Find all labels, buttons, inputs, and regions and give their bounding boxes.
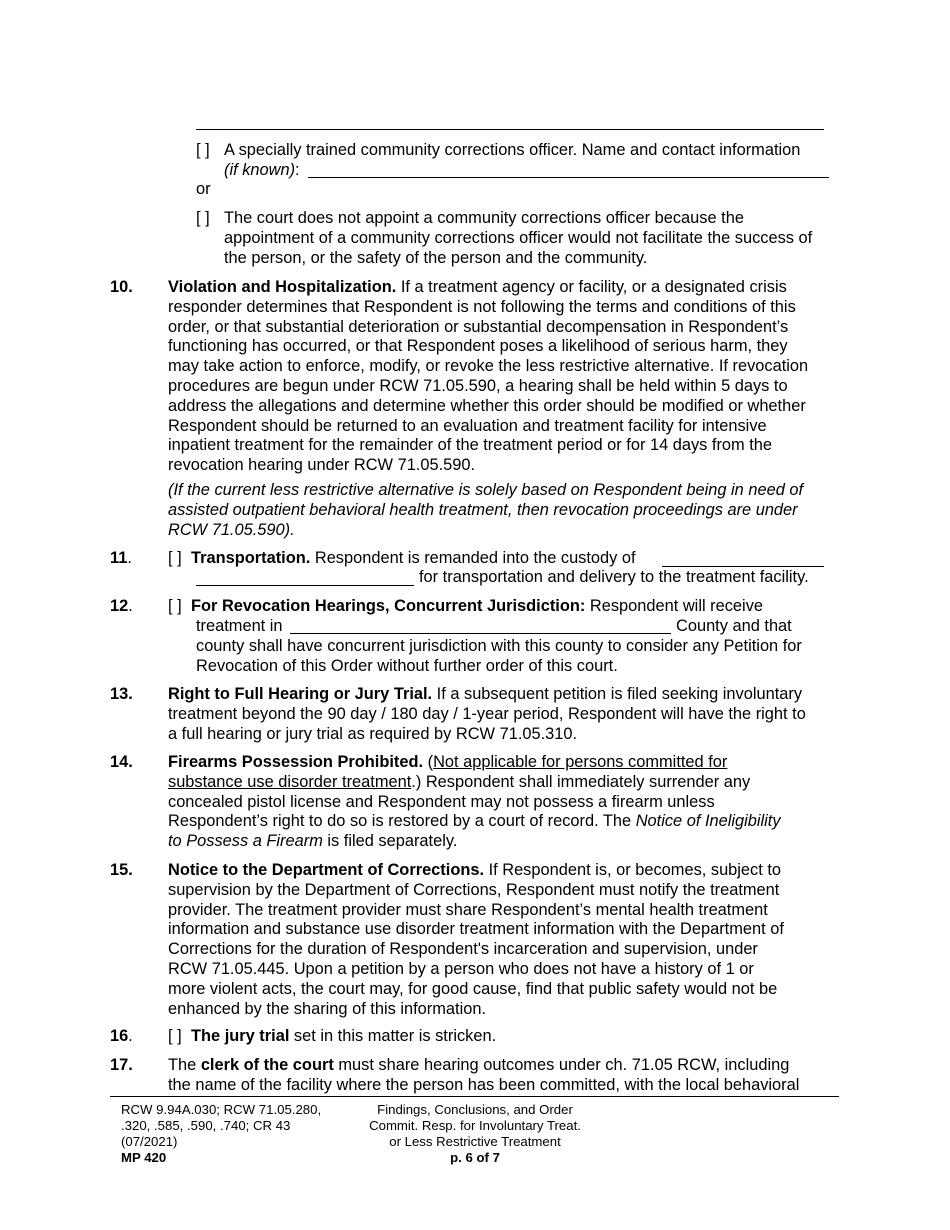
section-12-heading: For Revocation Hearings, Concurrent Jurisdiction: — [191, 597, 586, 615]
or-text: or — [196, 180, 211, 198]
section-12-rest: county shall have concurrent jurisdiction with this county to consider any Petition for Revocation of this Order without further order of this court. — [196, 637, 802, 675]
section-16-checkbox[interactable]: [ ] — [168, 1027, 182, 1045]
footer-left: RCW 9.94A.030; RCW 71.05.280, .320, .585, .590, .740; CR 43 (07/2021) MP 420 — [121, 1102, 322, 1165]
section-15-heading: Notice to the Department of Corrections. — [168, 861, 485, 879]
section-14-body: Firearms Possession Prohibited. (Not applicable for persons committed for substance use disorder treatment.) Respondent shall immediately surrender any concealed pistol license and Respondent may not possess a firearm unless Respondent’s right to do so is restored by a court of record. The Notice of Ineligibility to Possess a Firearm is filed separately. — [168, 753, 781, 851]
custody-line-2[interactable] — [196, 585, 414, 586]
section-number-15: 15. — [110, 861, 133, 879]
section-16-text: The jury trial set in this matter is stricken. — [191, 1027, 497, 1045]
section-number-12: 12. — [110, 597, 133, 615]
no-officer-checkbox[interactable]: [ ] — [196, 209, 210, 227]
footer-center: Findings, Conclusions, and Order Commit. Resp. for Involuntary Treat. or Less Restrictive Treatment p. 6 of 7 — [369, 1102, 581, 1165]
checkbox[interactable]: [ ] — [196, 141, 210, 159]
section-11-line2: for transportation and delivery to the treatment facility. — [419, 568, 809, 586]
footer-divider — [110, 1096, 839, 1097]
form-id: MP 420 — [121, 1150, 167, 1165]
section-14-heading: Firearms Possession Prohibited. — [168, 753, 424, 771]
section-number-14: 14. — [110, 753, 133, 771]
section-number-17: 17. — [110, 1056, 133, 1074]
section-15-body: Notice to the Department of Corrections. If Respondent is, or becomes, subject to supervision by the Department of Corrections, Respondent must notify the treatment provider. The treatment provider must share Respondent’s mental health treatment information and substance use disorder treatment information with the Department of Corrections for the duration of Respondent's incarceration and supervision, under RCW 71.05.445. Upon a petition by a person who does not have a history of 1 or more violent acts, the court may, for good cause, find that public safety would not be enhanced by the sharing of this information. — [168, 861, 784, 1018]
blank-line-top[interactable] — [196, 129, 824, 130]
section-number-16: 16. — [110, 1027, 133, 1045]
no-officer-text: The court does not appoint a community corrections officer because the appointment of a community corrections officer would not facilitate the success of the person, or the safety of the person and the community. — [224, 209, 813, 267]
officer-contact-line[interactable] — [308, 177, 829, 178]
page-number: p. 6 of 7 — [450, 1150, 500, 1165]
section-16-heading: The jury trial — [191, 1027, 290, 1045]
section-10-heading: Violation and Hospitalization. — [168, 278, 397, 296]
county-line[interactable] — [290, 633, 671, 634]
county-and-that-label: County and that — [676, 617, 792, 635]
section-13-heading: Right to Full Hearing or Jury Trial. — [168, 685, 433, 703]
section-number-11: 11. — [110, 549, 132, 567]
section-12-checkbox[interactable]: [ ] — [168, 597, 182, 615]
section-number-10: 10. — [110, 278, 133, 296]
treatment-in-label: treatment in — [196, 617, 283, 635]
section-13-body: Right to Full Hearing or Jury Trial. If a subsequent petition is filed seeking involuntary treatment beyond the 90 day / 180 day / 1-year period, Respondent will have the right to a full hearing or jury trial as required by RCW 71.05.310. — [168, 685, 806, 743]
section-10-body: Violation and Hospitalization. If a treatment agency or facility, or a designated crisis responder determines that Respondent is not following the terms and conditions of this order, or that substantial deterioration or substantial decompensation in Respondent’s functioning has occurred, or that Respondent poses a likelihood of serious harm, they may take action to enforce, modify, or revoke the less restrictive alternative. If revocation procedures are begun under RCW 71.05.590, a hearing shall be held within 5 days to address the allegations and determine whether this order should be modified or whether Respondent should be returned to an evaluation and treatment facility for intensive inpatient treatment for the remainder of the treatment period or for 14 days from the revocation hearing under RCW 71.05.590. — [168, 278, 809, 475]
custody-line-1[interactable] — [662, 566, 824, 567]
section-11-line1: Transportation. Respondent is remanded into the custody of — [191, 549, 636, 567]
section-11-checkbox[interactable]: [ ] — [168, 549, 182, 567]
section-17-heading: clerk of the court — [200, 1056, 334, 1074]
section-17-body: The clerk of the court must share hearing outcomes under ch. 71.05 RCW, including the name of the facility where the person has been committed, with the local behavioral — [168, 1056, 800, 1094]
section-number-13: 13. — [110, 685, 133, 703]
section-10-note: (If the current less restrictive alternative is solely based on Respondent being in need of assisted outpatient behavioral health treatment, then revocation proceedings are under RCW 71.05.590). — [168, 481, 804, 539]
officer-option-text: A specially trained community corrections officer. Name and contact information (if known): — [224, 141, 801, 179]
section-11-heading: Transportation. — [191, 549, 311, 567]
section-12-line1: For Revocation Hearings, Concurrent Jurisdiction: Respondent will receive — [191, 597, 763, 615]
